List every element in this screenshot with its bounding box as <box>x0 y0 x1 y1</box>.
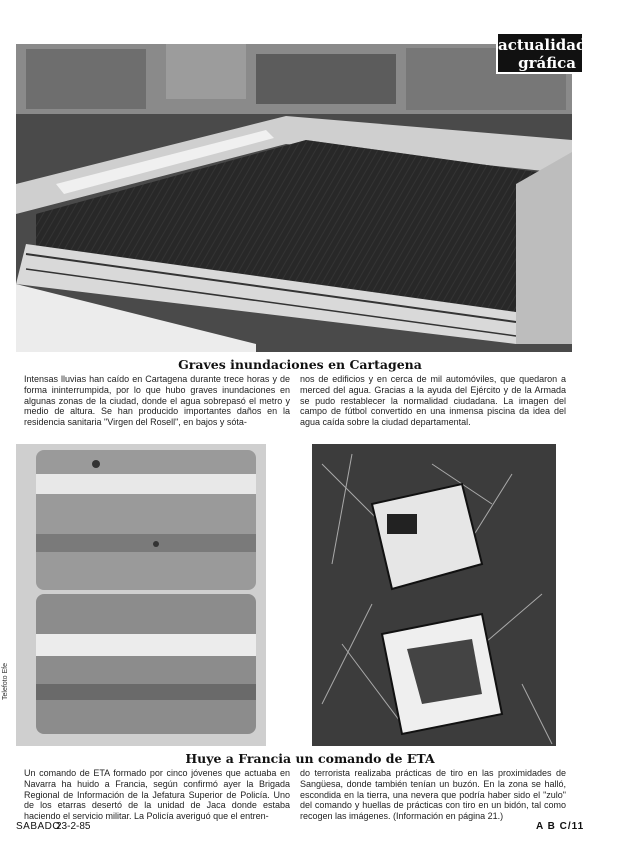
story1-column-1: Intensas lluvias han caído en Cartagena durante trece horas y de forma ininterrumpida, por lo que hubo graves inundaciones en algunas zonas de la ciudad, donde el agua sobrepasó el metro y medio de altura. Se han producido importantes daños en la residencia sanitaria "Virgen del Rosell", en bajos y sóta- <box>24 374 290 428</box>
badge-line1: actualidad <box>498 36 587 54</box>
badge-line2: gráfica <box>518 54 576 72</box>
story1-column-2: nos de edificios y en cerca de mil automóviles, que quedaron a merced del agua. Gracias a la ayuda del Ejército y de la Armada se pudo restablecer la normalidad ciudadana. La imagen del campo de fútbol convertido en una inmensa piscina da idea del agua caída sobre la ciudad departamental. <box>300 374 566 428</box>
buried-fridge-photo <box>312 444 556 746</box>
story1-headline: Graves inundaciones en Cartagena <box>178 357 422 372</box>
footer-day: SABADO <box>16 821 61 832</box>
stadium-flood-photo <box>16 44 572 352</box>
story2-headline: Huye a Francia un comando de ETA <box>185 751 435 766</box>
photo-credit: Telefoto Efe <box>2 663 9 700</box>
section-badge <box>496 32 587 74</box>
footer-date: 23-2-85 <box>56 821 91 832</box>
story2-column-1: Un comando de ETA formado por cinco jóvenes que actuaba en Navarra ha huido a Francia, según confirmó ayer la Brigada Regional de Información de la Jefatura Superior de Policía. Uno de los etarras desertó de la unidad de Jaca donde estaba haciendo el servicio militar. La Policía averiguó que el entren- <box>24 768 290 822</box>
footer-brand: A B C/11 <box>536 821 585 832</box>
story2-column-2: do terrorista realizaba prácticas de tiro en las proximidades de Sangüesa, donde también tenían un buzón. En la zona se halló, escondida en la tierra, una nevera que podría haber sido el "zulo" del comando y huellas de prácticas con tiro en un bidón, tal como recogen las imágenes. (Información en página 21.) <box>300 768 566 822</box>
barrels-photo <box>16 444 266 746</box>
